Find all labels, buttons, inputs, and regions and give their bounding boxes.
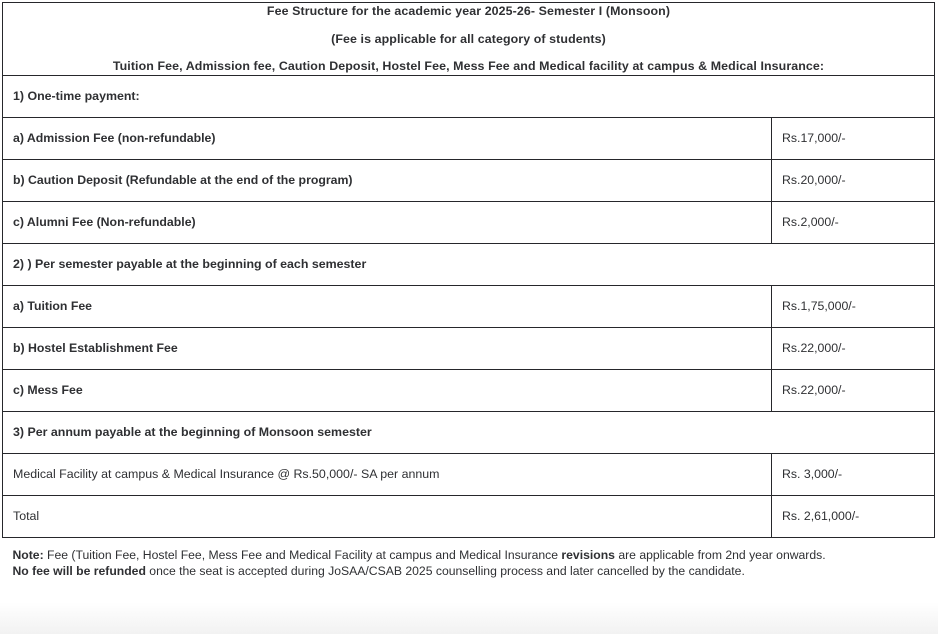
fee-item-label: c) Alumni Fee (Non-refundable) bbox=[3, 202, 772, 244]
header-block bbox=[3, 3, 935, 76]
fee-item-label: Medical Facility at campus & Medical Insurance @ Rs.50,000/- SA per annum bbox=[3, 454, 772, 496]
note-block bbox=[3, 538, 935, 590]
header-title-line-2: (Fee is applicable for all category of students) bbox=[331, 31, 606, 46]
total-label: Total bbox=[3, 496, 772, 538]
fee-item-label: c) Mess Fee bbox=[3, 370, 772, 412]
fee-item-label: b) Hostel Establishment Fee bbox=[3, 328, 772, 370]
section-heading-row bbox=[3, 244, 935, 286]
note-line-2 bbox=[13, 563, 925, 579]
total-row bbox=[3, 496, 935, 538]
header-title-line-1: Fee Structure for the academic year 2025-26- Semester I (Monsoon) bbox=[266, 4, 671, 18]
table-row bbox=[3, 202, 935, 244]
fee-structure-table bbox=[2, 2, 935, 589]
note-row bbox=[3, 538, 935, 590]
header-title-line-3: Tuition Fee, Admission fee, Caution Deposit, Hostel Fee, Mess Fee and Medical facility at campus & Medical Insurance: bbox=[112, 59, 825, 74]
fee-item-amount: Rs.1,75,000/- bbox=[772, 286, 935, 328]
table-row bbox=[3, 370, 935, 412]
total-amount: Rs. 2,61,000/- bbox=[772, 496, 935, 538]
section-heading-row bbox=[3, 412, 935, 454]
table-row bbox=[3, 454, 935, 496]
section-heading-3: 3) Per annum payable at the beginning of Monsoon semester bbox=[3, 412, 935, 454]
table-row bbox=[3, 118, 935, 160]
table-row bbox=[3, 286, 935, 328]
fee-item-amount: Rs. 3,000/- bbox=[772, 454, 935, 496]
note-line-2-text: once the seat is accepted during JoSAA/CSAB 2025 counselling process and later cancelled by the candidate. bbox=[145, 564, 745, 579]
fee-item-amount: Rs.2,000/- bbox=[772, 202, 935, 244]
table-header-row bbox=[3, 3, 935, 76]
note-line-1 bbox=[13, 547, 925, 563]
fee-item-amount: Rs.22,000/- bbox=[772, 370, 935, 412]
table-row bbox=[3, 160, 935, 202]
section-heading-1: 1) One-time payment: bbox=[3, 76, 935, 118]
fee-item-label: b) Caution Deposit (Refundable at the end of the program) bbox=[3, 160, 772, 202]
note-text-b: are applicable from 2nd year onwards. bbox=[614, 548, 826, 563]
section-heading-2: 2) ) Per semester payable at the beginning of each semester bbox=[3, 244, 935, 286]
fee-item-label: a) Admission Fee (non-refundable) bbox=[3, 118, 772, 160]
fee-item-amount: Rs.17,000/- bbox=[772, 118, 935, 160]
fee-item-amount: Rs.22,000/- bbox=[772, 328, 935, 370]
fee-item-amount: Rs.20,000/- bbox=[772, 160, 935, 202]
table-row bbox=[3, 328, 935, 370]
fee-item-label: a) Tuition Fee bbox=[3, 286, 772, 328]
note-emphasis-revisions: revisions bbox=[561, 548, 615, 563]
note-label: Note: bbox=[12, 548, 44, 563]
note-emphasis-no-refund: No fee will be refunded bbox=[12, 564, 146, 579]
section-heading-row bbox=[3, 76, 935, 118]
note-text-a: Fee (Tuition Fee, Hostel Fee, Mess Fee and Medical Facility at campus and Medical Insurance bbox=[43, 548, 562, 563]
